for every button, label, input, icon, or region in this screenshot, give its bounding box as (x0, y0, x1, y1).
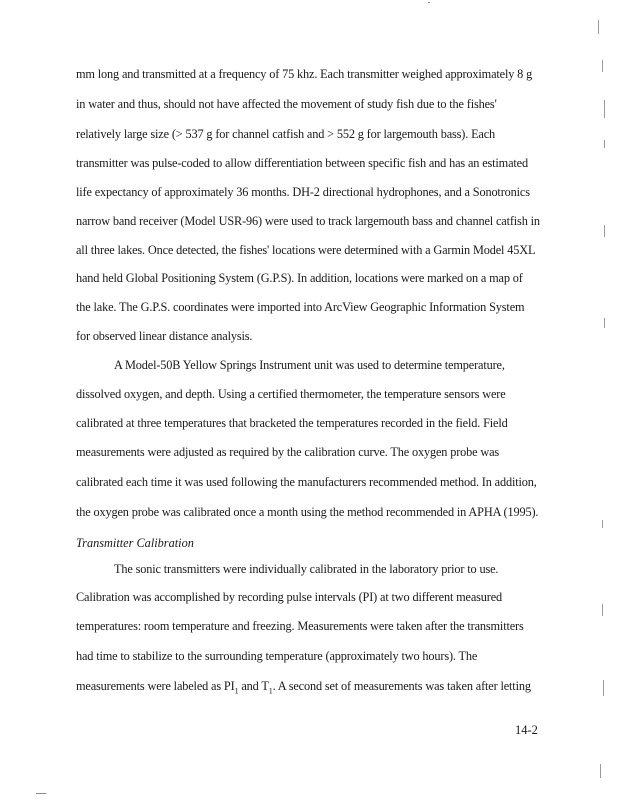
body-text-line: mm long and transmitted at a frequency of 75 khz. Each transmitter weighed approximately 8 g (76, 67, 533, 81)
body-text-line: transmitter was pulse-coded to allow differentiation between specific fish and has an estimated (76, 156, 528, 170)
text-run: and T (238, 679, 269, 693)
body-text-line: for observed linear distance analysis. (76, 329, 253, 343)
body-text-line: hand held Global Positioning System (G.P.S). In addition, locations were marked on a map of (76, 271, 523, 285)
scan-artifact (604, 100, 605, 118)
body-text-line: calibrated each time it was used following the manufacturers recommended method. In addition, (76, 475, 537, 489)
body-text-line: relatively large size (> 537 g for channel catfish and > 552 g for largemouth bass). Each (76, 127, 496, 141)
body-text-line: calibrated at three temperatures that bracketed the temperatures recorded in the field. Field (76, 416, 508, 430)
text-run: . A second set of measurements was taken after letting (272, 679, 531, 693)
body-text-line: Calibration was accomplished by recording pulse intervals (PI) at two different measured (76, 590, 503, 604)
scan-artifact (604, 225, 605, 237)
scan-artifact (602, 60, 603, 72)
body-text-line: temperatures: room temperature and freezing. Measurements were taken after the transmitters (76, 619, 524, 633)
page-number: 14-2 (515, 723, 538, 737)
body-text-line: narrow band receiver (Model USR-96) were used to track largemouth bass and channel catfish in (76, 214, 540, 228)
section-heading: Transmitter Calibration (76, 536, 194, 550)
body-text-line: the oxygen probe was calibrated once a month using the method recommended in APHA (1995). (76, 505, 539, 519)
scan-artifact (36, 793, 46, 794)
body-text-line: in water and thus, should not have affected the movement of study fish due to the fishes' (76, 97, 497, 111)
body-text-line: dissolved oxygen, and depth. Using a certified thermometer, the temperature sensors were (76, 387, 506, 401)
body-text-line: The sonic transmitters were individually calibrated in the laboratory prior to use. (114, 562, 499, 576)
body-text-line (76, 679, 531, 698)
subscript: 1 (234, 686, 239, 696)
scan-artifact (604, 318, 605, 328)
scan-artifact (602, 604, 603, 616)
body-text-line: life expectancy of approximately 36 months. DH-2 directional hydrophones, and a Sonotronics (76, 185, 530, 199)
scan-artifact (428, 2, 430, 3)
body-text-line: A Model-50B Yellow Springs Instrument unit was used to determine temperature, (114, 358, 505, 372)
scan-artifact (604, 140, 605, 148)
subscript: 1 (268, 686, 273, 696)
scan-artifact (598, 20, 599, 34)
body-text-line: the lake. The G.P.S. coordinates were imported into ArcView Geographic Information System (76, 300, 525, 314)
text-run: measurements were labeled as PI (76, 679, 235, 693)
scan-artifact (603, 680, 604, 696)
body-text-line: measurements were adjusted as required by the calibration curve. The oxygen probe was (76, 445, 500, 459)
scan-artifact (602, 520, 603, 528)
body-text-line: all three lakes. Once detected, the fishes' locations were determined with a Garmin Model 45XL (76, 243, 536, 257)
scan-artifact (600, 764, 601, 778)
body-text-line: had time to stabilize to the surrounding temperature (approximately two hours). The (76, 649, 478, 663)
